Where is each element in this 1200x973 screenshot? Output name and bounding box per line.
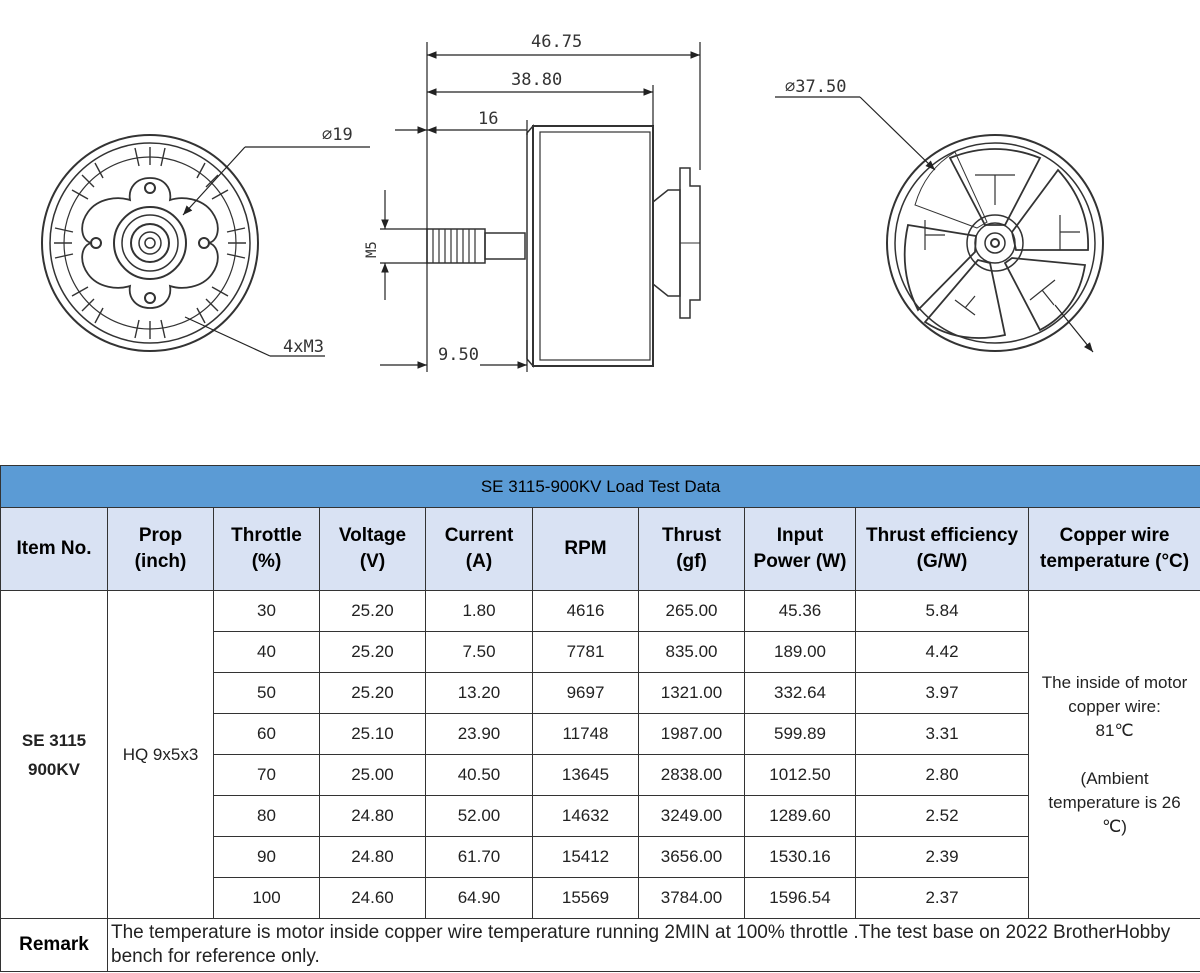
- remark-text: The temperature is motor inside copper wire temperature running 2MIN at 100% throttle .The test base on 2022 BrotherHobby bench for reference only.: [108, 919, 1200, 972]
- mounting-holes-label: 4xM3: [283, 337, 324, 357]
- current-cell: 64.90: [426, 878, 533, 919]
- item-no-cell: SE 3115 900KV: [1, 591, 108, 919]
- label-m5: M5: [364, 241, 380, 258]
- power-cell: 1012.50: [745, 755, 856, 796]
- thrust-cell: 3656.00: [639, 837, 745, 878]
- power-cell: 1289.60: [745, 796, 856, 837]
- diameter-37-label: ⌀37.50: [785, 77, 847, 97]
- header-throttle: Throttle (%): [214, 508, 320, 591]
- efficiency-cell: 2.37: [856, 878, 1029, 919]
- dim-shaft: 9.50: [438, 345, 479, 365]
- thrust-cell: 2838.00: [639, 755, 745, 796]
- efficiency-cell: 3.31: [856, 714, 1029, 755]
- throttle-cell: 90: [214, 837, 320, 878]
- thrust-cell: 3249.00: [639, 796, 745, 837]
- rpm-cell: 11748: [533, 714, 639, 755]
- current-cell: 23.90: [426, 714, 533, 755]
- copper-temp-note: The inside of motor copper wire: 81℃ (Ambient temperature is 26 ℃): [1029, 591, 1200, 919]
- power-cell: 1530.16: [745, 837, 856, 878]
- diameter-19-label: ⌀19: [322, 125, 353, 145]
- header-thrust: Thrust (gf): [639, 508, 745, 591]
- efficiency-cell: 5.84: [856, 591, 1029, 632]
- throttle-cell: 40: [214, 632, 320, 673]
- power-cell: 189.00: [745, 632, 856, 673]
- voltage-cell: 24.60: [320, 878, 426, 919]
- header-thrust-efficiency: Thrust efficiency (G/W): [856, 508, 1029, 591]
- table-row: [1, 591, 1200, 632]
- table-title: SE 3115-900KV Load Test Data: [1, 466, 1200, 508]
- throttle-cell: 100: [214, 878, 320, 919]
- throttle-cell: 60: [214, 714, 320, 755]
- efficiency-cell: 3.97: [856, 673, 1029, 714]
- current-cell: 61.70: [426, 837, 533, 878]
- throttle-cell: 30: [214, 591, 320, 632]
- dim-total-length: 46.75: [531, 32, 583, 52]
- efficiency-cell: 2.39: [856, 837, 1029, 878]
- current-cell: 7.50: [426, 632, 533, 673]
- power-cell: 45.36: [745, 591, 856, 632]
- header-input-power: Input Power (W): [745, 508, 856, 591]
- rpm-cell: 13645: [533, 755, 639, 796]
- thrust-cell: 1987.00: [639, 714, 745, 755]
- header-prop: Prop (inch): [108, 508, 214, 591]
- voltage-cell: 24.80: [320, 796, 426, 837]
- header-current: Current (A): [426, 508, 533, 591]
- current-cell: 40.50: [426, 755, 533, 796]
- efficiency-cell: 4.42: [856, 632, 1029, 673]
- rpm-cell: 4616: [533, 591, 639, 632]
- voltage-cell: 24.80: [320, 837, 426, 878]
- throttle-cell: 80: [214, 796, 320, 837]
- power-cell: 599.89: [745, 714, 856, 755]
- thrust-cell: 835.00: [639, 632, 745, 673]
- voltage-cell: 25.00: [320, 755, 426, 796]
- prop-cell: HQ 9x5x3: [108, 591, 214, 919]
- dim-16: 16: [478, 109, 499, 129]
- rpm-cell: 14632: [533, 796, 639, 837]
- current-cell: 13.20: [426, 673, 533, 714]
- header-voltage: Voltage (V): [320, 508, 426, 591]
- power-cell: 1596.54: [745, 878, 856, 919]
- rpm-cell: 9697: [533, 673, 639, 714]
- header-copper-temp: Copper wire temperature (°C): [1029, 508, 1200, 591]
- thrust-cell: 265.00: [639, 591, 745, 632]
- remark-label: Remark: [1, 919, 108, 972]
- rpm-cell: 15412: [533, 837, 639, 878]
- thrust-cell: 1321.00: [639, 673, 745, 714]
- motor-top-view: [887, 135, 1103, 351]
- throttle-cell: 70: [214, 755, 320, 796]
- rpm-cell: 7781: [533, 632, 639, 673]
- rpm-cell: 15569: [533, 878, 639, 919]
- header-item-no: Item No.: [1, 508, 108, 591]
- current-cell: 52.00: [426, 796, 533, 837]
- efficiency-cell: 2.52: [856, 796, 1029, 837]
- voltage-cell: 25.20: [320, 591, 426, 632]
- dim-body-length: 38.80: [511, 70, 563, 90]
- voltage-cell: 25.20: [320, 632, 426, 673]
- throttle-cell: 50: [214, 673, 320, 714]
- motor-technical-drawing: [0, 0, 1200, 465]
- efficiency-cell: 2.80: [856, 755, 1029, 796]
- header-rpm: RPM: [533, 508, 639, 591]
- motor-side-view: [427, 126, 700, 366]
- thrust-cell: 3784.00: [639, 878, 745, 919]
- power-cell: 332.64: [745, 673, 856, 714]
- current-cell: 1.80: [426, 591, 533, 632]
- voltage-cell: 25.20: [320, 673, 426, 714]
- load-test-table: [0, 465, 1200, 972]
- voltage-cell: 25.10: [320, 714, 426, 755]
